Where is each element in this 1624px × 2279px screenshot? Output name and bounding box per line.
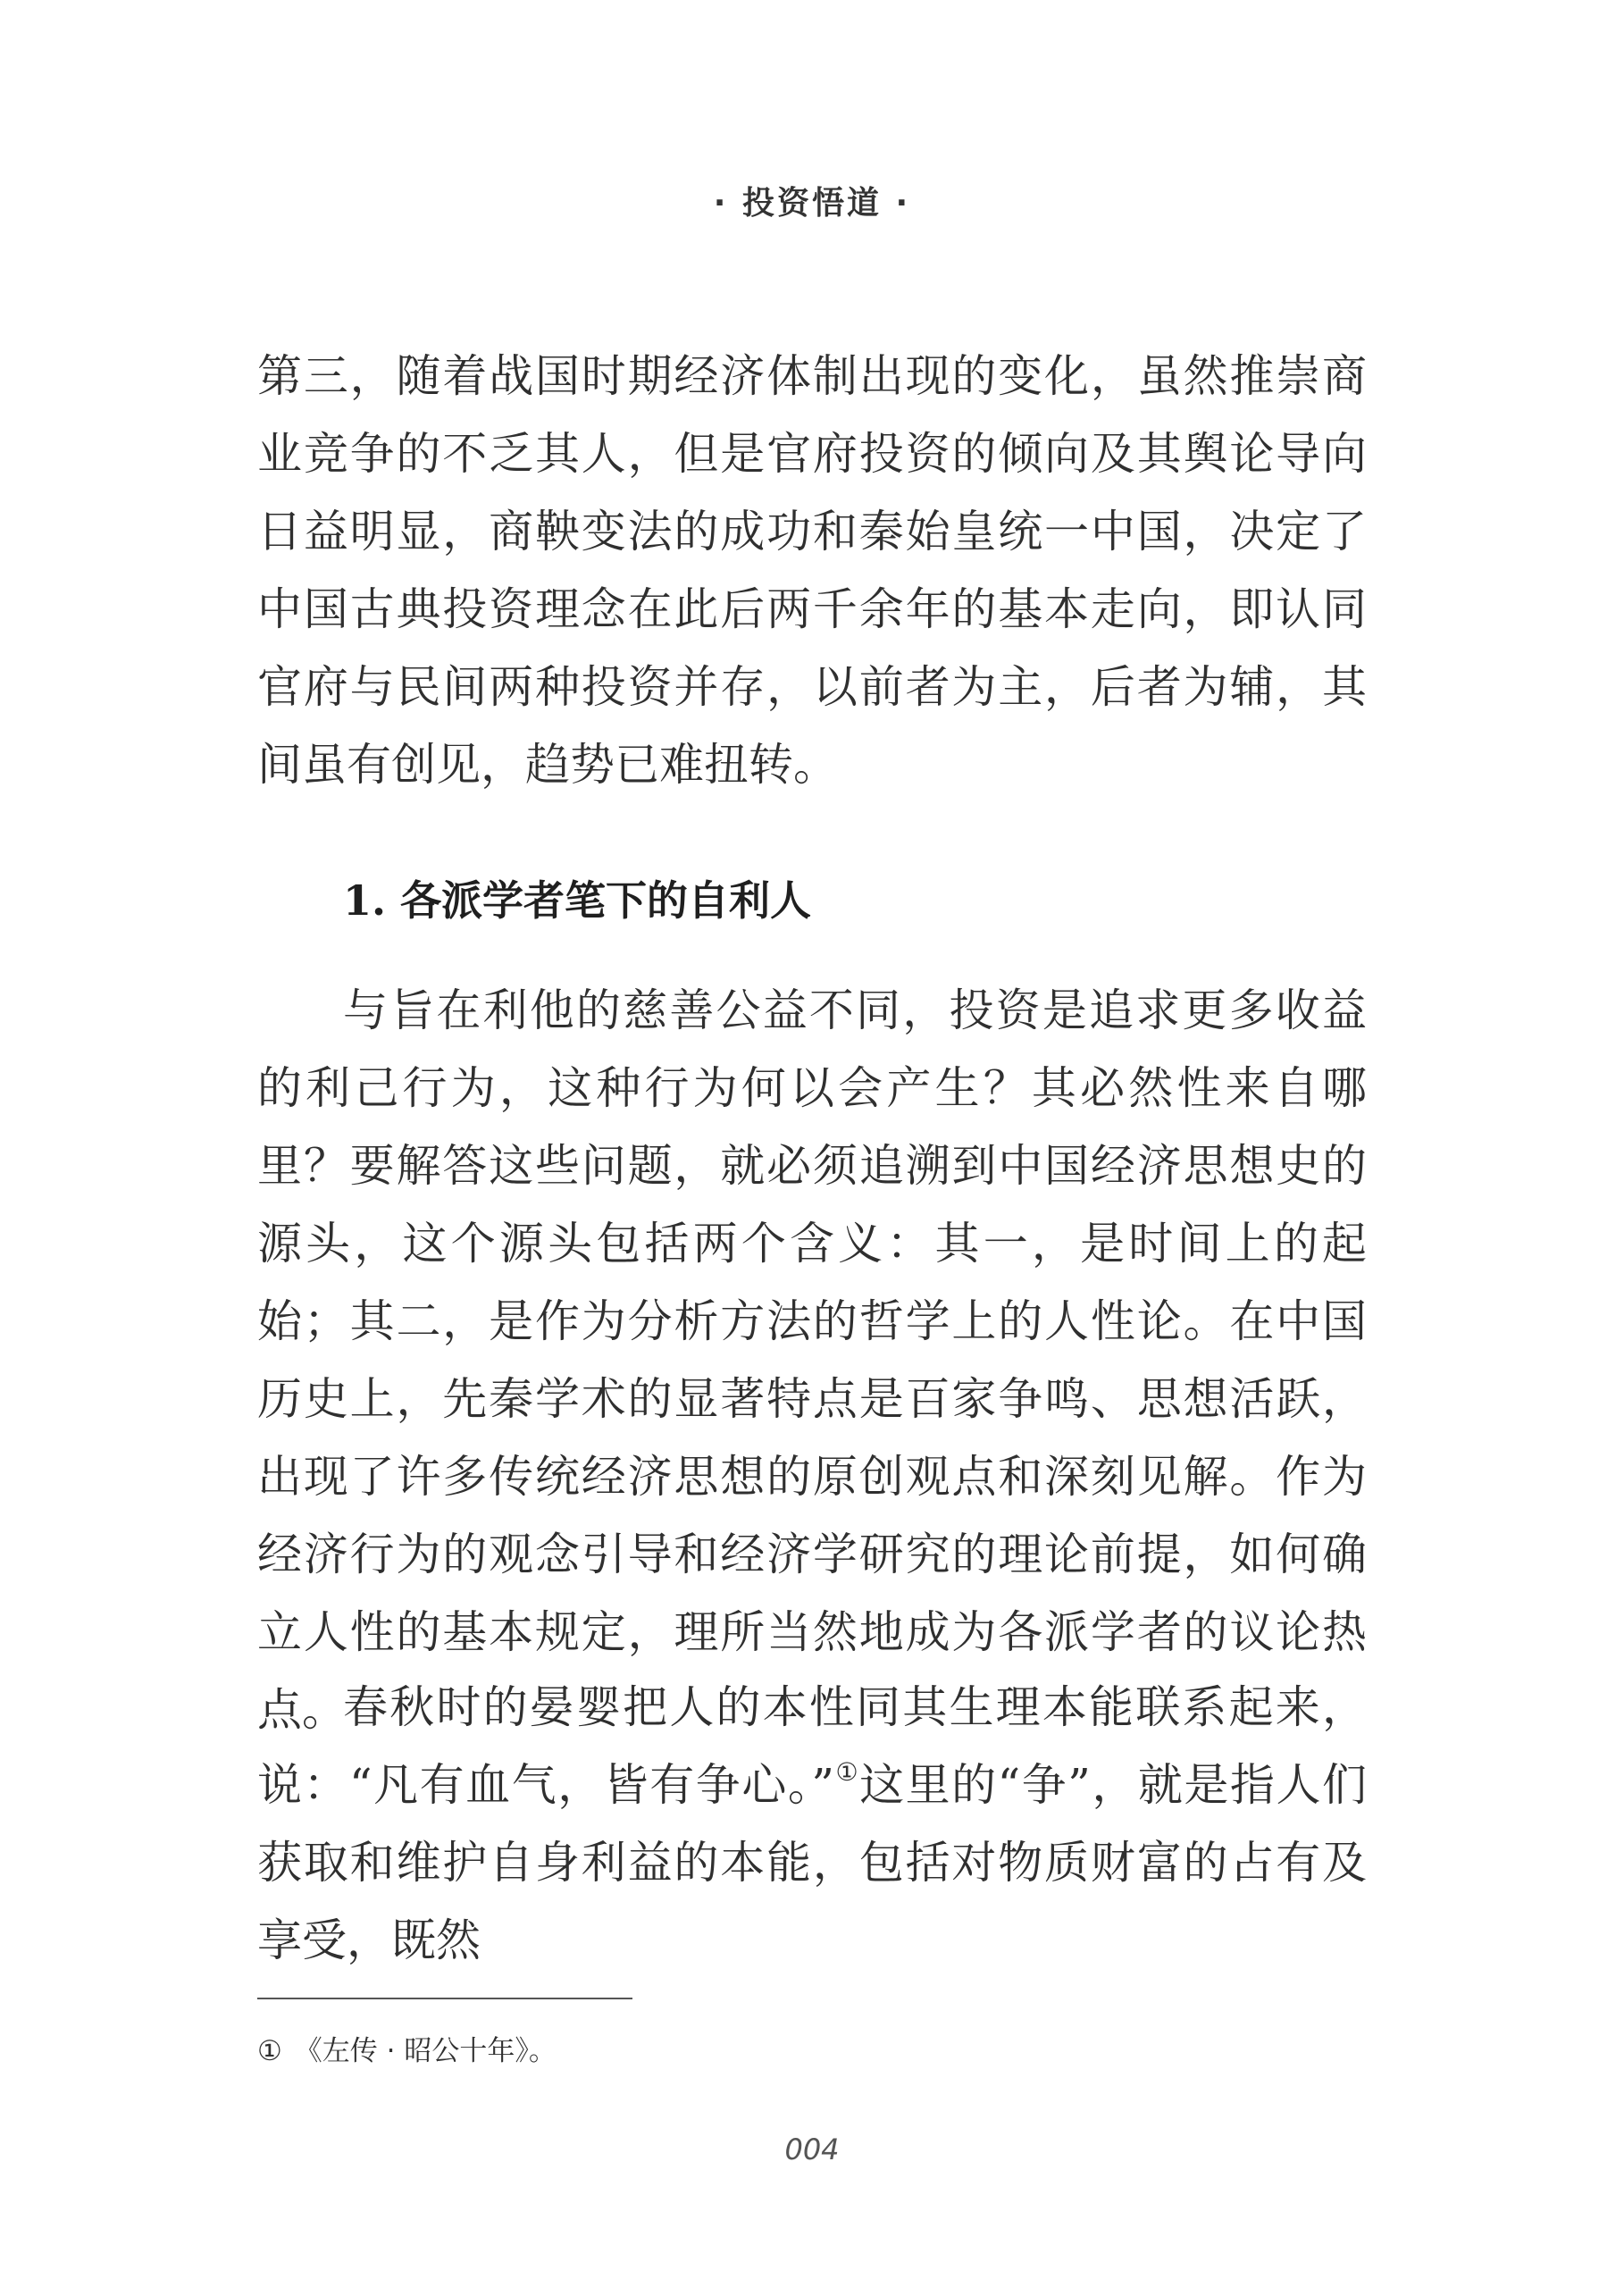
paragraph-2: 与旨在利他的慈善公益不同，投资是追求更多收益的利己行为，这种行为何以会产生？其必然性来自哪里？要解答这些问题，就必须追溯到中国经济思想史的源头，这个源头包括两个含义：其一，是时间上的起始；其二，是作为分析方法的哲学上的人性论。在中国历史上，先秦学术的显著特点是百家争鸣、思想活跃，出现了许多传统经济思想的原创观点和深刻见解。作为经济行为的观念引导和经济学研究的理论前提，如何确立人性的基本规定，理所当然地成为各派学者的议论热点。 (257, 984, 1367, 1736)
page-number: 004 (784, 2132, 840, 2166)
paragraph-3 (257, 1669, 1367, 1980)
paragraph-3-text-a: 春秋时的晏婴把人的本性同其生理本能联系起来，说：“凡有血气，皆有争心。” (257, 1681, 1367, 1811)
footnote (257, 2030, 1367, 2073)
paragraph-1: 第三，随着战国时期经济体制出现的变化，虽然推崇商业竞争的不乏其人，但是官府投资的倾向及其舆论导向日益明显，商鞅变法的成功和秦始皇统一中国，决定了中国古典投资理念在此后两千余年的基本走向，即认同官府与民间两种投资并存，以前者为主，后者为辅，其间虽有创见，趋势已难扭转。 (257, 350, 1367, 791)
running-header: · 投资悟道 · (713, 185, 911, 222)
footnote-marker: ① (257, 2035, 282, 2067)
paragraph-3-text-b: 这里的“争”，就是指人们获取和维护自身利益的本能，包括对物质财富的占有及享受，既然 (257, 1759, 1368, 1966)
footnote-text: 《左传 · 昭公十年》。 (294, 2035, 557, 2067)
section-title: 1. 各派学者笔下的自利人 (343, 876, 812, 925)
footnote-reference[interactable]: ① (833, 1757, 860, 1787)
footnote-divider (257, 1998, 632, 1999)
